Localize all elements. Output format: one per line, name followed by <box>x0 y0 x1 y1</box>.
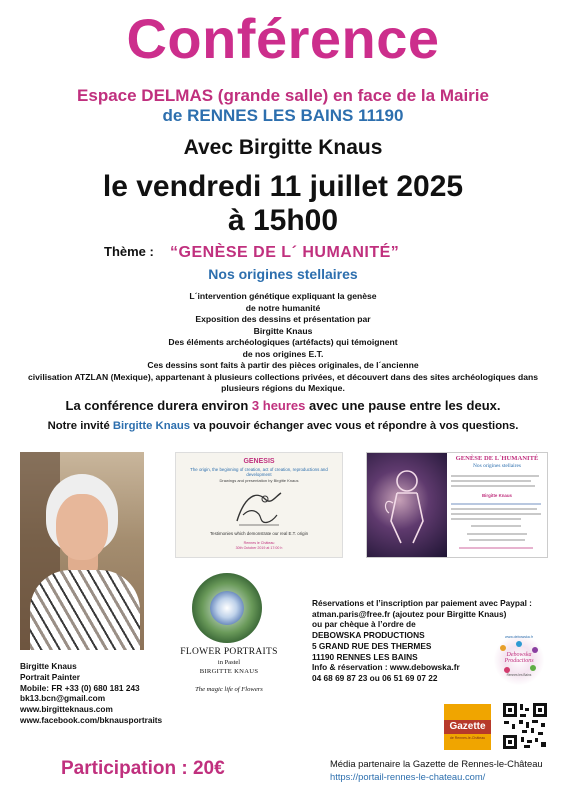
flower-portraits-logo <box>176 573 282 713</box>
debowska-logo-script: Debowska Productions <box>504 652 534 664</box>
duration-highlight: 3 heures <box>251 398 306 413</box>
genesis-poster-title: GENESIS <box>243 458 275 465</box>
description-line: Ces dessins sont faits à partir des pièces originales, de l´ancienne <box>147 360 419 370</box>
genesis-poster-testimony: Testimonies which demonstrate our real E.T. origin <box>209 531 309 536</box>
flower-logo-name: BIRGITTE KNAUS <box>199 668 259 675</box>
speaker-line: Avec Birgitte Knaus <box>183 136 383 159</box>
qr-code-icon[interactable] <box>502 702 548 750</box>
gazette-logo-sub: de Rennes-le-Château <box>449 736 486 740</box>
contact-phone: Mobile: FR +33 (0) 680 181 243 <box>20 682 140 693</box>
media-partner-link[interactable]: https://portail-rennes-le-chateau.com/ <box>330 771 486 782</box>
reservation-line: Réservations et l’inscription par paiement avec Paypal : <box>312 598 532 608</box>
description-line: civilisation ATZLAN (Mexique), appartenant à plusieurs collections privées, et découvert dans des sites archéologiques dans <box>27 371 539 382</box>
description-line: Birgitte Knaus <box>253 325 313 336</box>
contact-website[interactable]: www.birgitteknaus.com <box>20 704 113 715</box>
genesis-poster-footer-2: 30th October 2019 at 17:00 h <box>235 546 283 550</box>
description-line: plusieurs régions du Mexique. <box>221 383 345 393</box>
description-block <box>0 291 566 395</box>
stellar-poster-title: GENÈSE DE L´HUMANITÉ <box>455 455 539 462</box>
event-date: le vendredi 11 juillet 2025 <box>102 170 464 203</box>
debowska-logo <box>494 635 544 685</box>
venue-line-1: Espace DELMAS (grande salle) en face de la Mairie <box>77 86 489 105</box>
gazette-logo-name: Gazette <box>444 720 491 734</box>
contact-email[interactable]: bk13.bcn@gmail.com <box>20 693 106 704</box>
stellar-poster-subtitle: Nos origines stellaires <box>473 463 521 469</box>
reservation-line: ou par chèque à l’ordre de <box>312 619 416 630</box>
description-line: de nos origines E.T. <box>242 348 324 359</box>
genesis-poster-image <box>175 452 343 558</box>
invite-text-end: va pouvoir échanger avec vous et répondre à vos questions. <box>190 420 519 432</box>
reservation-line: 11190 RENNES LES BAINS <box>312 651 418 662</box>
description-line: Exposition des dessins et présentation par <box>195 314 371 324</box>
stellar-poster-name: Birgitte Knaus <box>481 493 512 498</box>
duration-text-end: avec une pause entre les deux. <box>305 398 501 413</box>
duration-note <box>0 398 566 413</box>
genesis-poster-footer <box>176 541 342 551</box>
invite-text: Notre invité <box>47 420 113 432</box>
gazette-logo <box>444 704 491 750</box>
venue-line-2: de RENNES LES BAINS 11190 <box>162 106 404 125</box>
participation-price: Participation : 20€ <box>61 758 225 779</box>
page-title: Conférence <box>126 7 440 70</box>
description-line: de notre humanité <box>245 302 321 313</box>
contact-facebook[interactable]: www.facebook.com/bknausportraits <box>20 714 163 725</box>
debowska-logo-top: www.debowska.fr <box>505 635 533 639</box>
media-partner-label: Média partenaire la Gazette de Rennes-le-Château <box>330 758 543 769</box>
reservation-email[interactable]: atman.paris@free.fr (ajoutez pour Birgitte Knaus) <box>312 608 507 619</box>
speaker-photo <box>20 452 144 650</box>
debowska-logo-bottom: Rennes les Bains <box>506 673 532 677</box>
flower-logo-title: FLOWER PORTRAITS <box>180 647 278 657</box>
contact-name: Birgitte Knaus <box>20 661 77 671</box>
reservation-line: DEBOWSKA PRODUCTIONS <box>312 630 425 641</box>
description-line: L´intervention génétique expliquant la genèse <box>189 291 377 301</box>
theme-title: “GENÈSE DE L´ HUMANITÉ” <box>170 244 400 261</box>
flower-logo-tagline: The magic life of Flowers <box>195 686 263 693</box>
theme-subtitle: Nos origines stellaires <box>208 266 358 282</box>
invite-note <box>0 420 566 432</box>
flower-logo-sub: in Pastel <box>217 659 241 666</box>
event-time: à 15h00 <box>227 204 339 237</box>
duration-text: La conférence durera environ <box>65 398 252 413</box>
reservation-website[interactable]: Info & réservation : www.debowska.fr <box>312 662 460 673</box>
theme-label: Thème : <box>104 244 154 259</box>
reservation-phone: 04 68 69 87 23 ou 06 51 69 07 22 <box>312 672 438 683</box>
genesis-poster-footer-1: Rennes le Château <box>243 541 275 545</box>
astronaut-figure-icon <box>381 467 433 545</box>
description-line: Des éléments archéologiques (artéfacts) qui témoignent <box>168 337 398 347</box>
contact-role: Portrait Painter <box>20 671 80 682</box>
reservation-line: 5 GRAND RUE DES THERMES <box>312 640 432 651</box>
genesis-poster-subtitle: The origin, the beginning of creation, act of creation, reproductions and development <box>190 467 328 477</box>
stellar-origins-poster-image <box>366 452 548 558</box>
invite-highlight: Birgitte Knaus <box>112 420 191 432</box>
genesis-drawing-icon <box>231 485 287 529</box>
speaker-contact <box>20 661 162 726</box>
genesis-poster-byline: Drawings and presentation by Birgitte Knaus <box>219 478 299 483</box>
